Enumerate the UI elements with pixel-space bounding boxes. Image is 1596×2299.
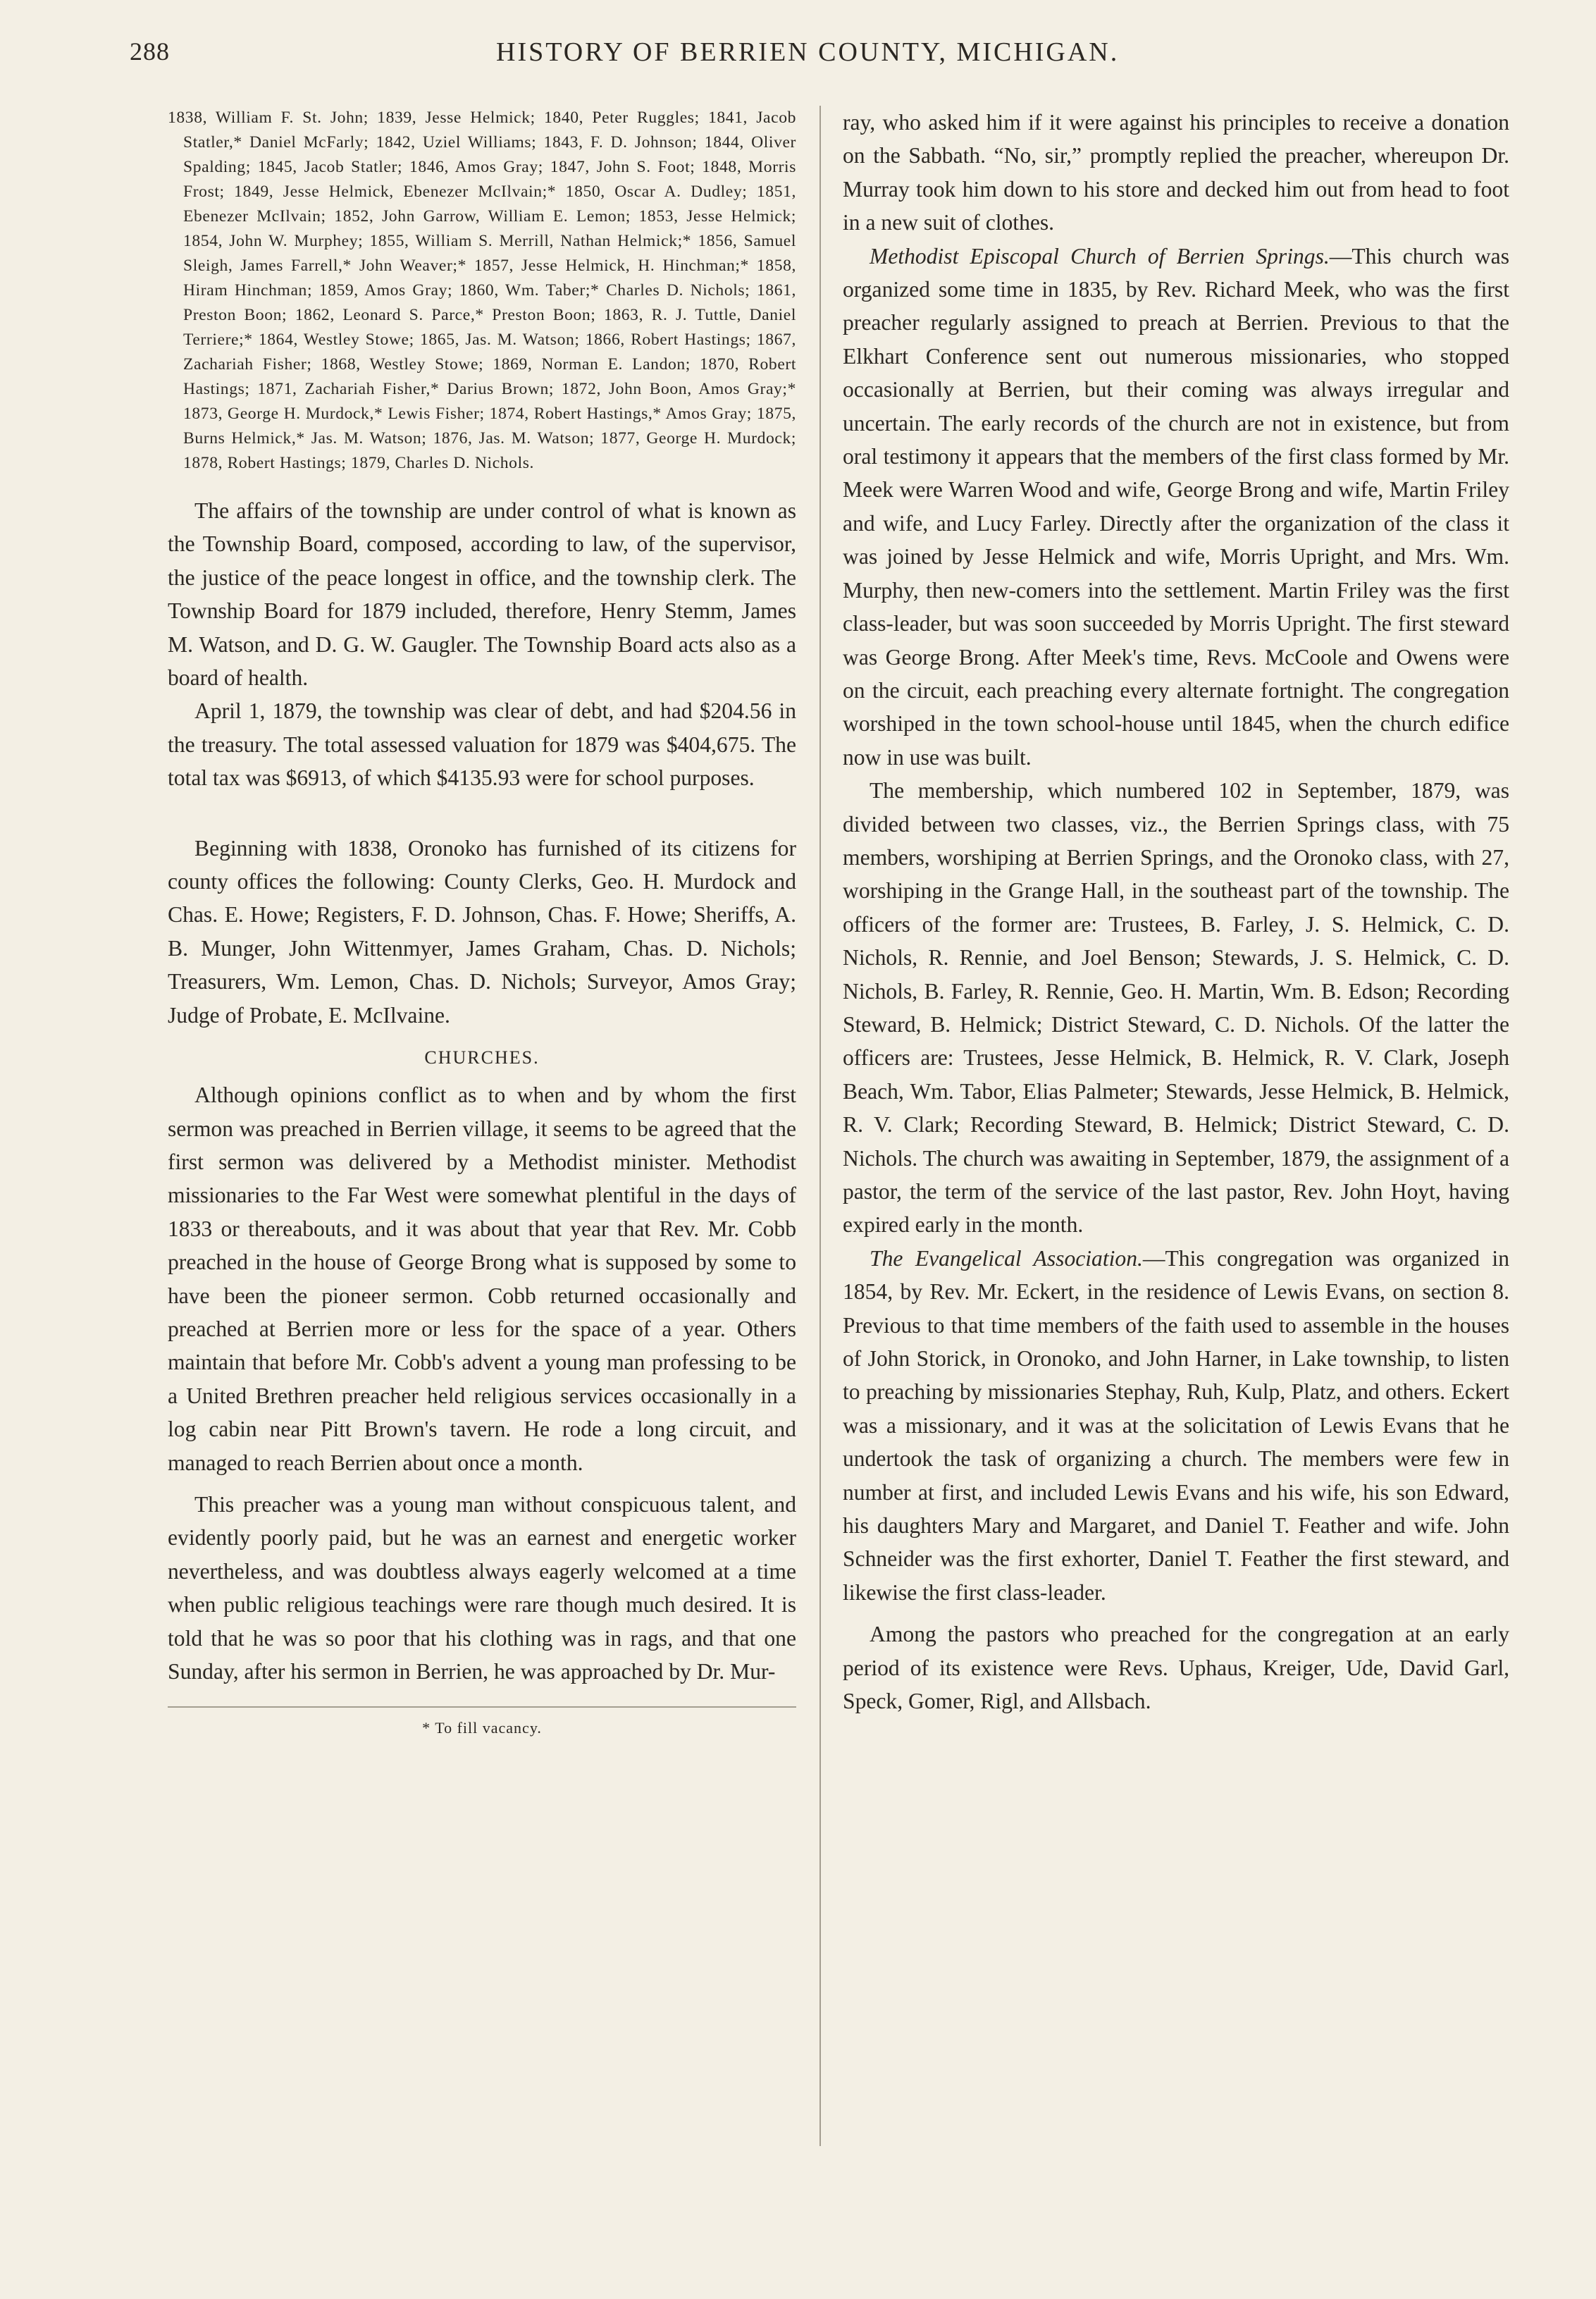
methodist-church-title: Methodist Episcopal Church of Berrien Springs. bbox=[870, 243, 1330, 269]
county-offices-paragraph: Beginning with 1838, Oronoko has furnished of its citizens for county offices the following: County Clerks, Geo. H. Murdock and Chas. E. Howe; Registers, F. D. Johnson, Chas. F. Howe; Sheriffs, A. B. Munger, John Wittenmyer, James Graham, Chas. D. Nichols; Treasurers, Wm. Lemon, Chas. D. Nichols; Surveyor, Amos Gray; Judge of Probate, E. McIlvaine. bbox=[168, 835, 796, 1028]
section-heading-churches: CHURCHES. bbox=[424, 1047, 540, 1068]
evangelical-association-title: The Evangelical Association. bbox=[870, 1245, 1143, 1271]
column-divider bbox=[819, 106, 821, 2146]
page-header bbox=[130, 37, 1426, 79]
township-officers-list: 1838, William F. St. John; 1839, Jesse Helmick; 1840, Peter Ruggles; 1841, Jacob Statler,* Daniel McFarly; 1842, Uziel Williams; 1843, F. D. Johnson; 1844, Oliver Spalding; 1845, Jacob Statler; 1846, Amos Gray; 1847, John S. Foot; 1848, Morris Frost; 1849, Jesse Helmick, Ebenezer McIlvain;* 1850, Oscar A. Dudley; 1851, Ebenezer McIlvain; 1852, John Garrow, William E. Lemon; 1853, Jesse Helmick; 1854, John W. Murphey; 1855, William S. Merrill, Nathan Helmick;* 1856, Samuel Sleigh, James Farrell,* John Weaver;* 1857, Jesse Helmick, H. Hinchman;* 1858, Hiram Hinchman; 1859, Amos Gray; 1860, Wm. Taber;* Charles D. Nichols; 1861, Preston Boon; 1862, Leonard S. Parce,* Preston Boon; 1863, R. J. Tuttle, Daniel Terriere;* 1864, Westley Stowe; 1865, Jas. M. Watson; 1866, Robert Hastings; 1867, Zachariah Fisher; 1868, Westley Stowe; 1869, Norman E. Landon; 1870, Robert Hastings; 1871, Zachariah Fisher,* Darius Brown; 1872, John Boon, Amos Gray;* 1873, George H. Murdock,* Lewis Fisher; 1874, Robert Hastings,* Amos Gray; 1875, Burns Helmick,* Jas. M. Watson; 1876, Jas. M. Watson; 1877, George H. Murdock; 1878, Robert Hastings; 1879, Charles D. Nichols. bbox=[168, 109, 796, 472]
evangelical-paragraph-1-text: —This congregation was organized in 1854, by Rev. Mr. Eckert, in the residence of Lewis Evans, on section 8. Previous to that time members of the faith used to assemble in the houses of John Storick, in Oronoko, and John Harner, in Lake township, to listen to preaching by missionaries Stephay, Ruh, Kulp, Platz, and others. Eckert was a missionary, and it was at the solicitation of Lewis Evans that he undertook the task of organizing a church. The members were few in number at first, and included Lewis Evans and his wife, his son Edward, his daughters Mary and Margaret, and Daniel T. Feather and wife. John Schneider was the first exhorter, Daniel T. Feather the first steward, and likewise the first class-leader. bbox=[843, 1245, 1509, 1605]
methodist-paragraph-1 bbox=[843, 240, 1509, 775]
footnote-divider bbox=[168, 1706, 796, 1708]
methodist-paragraph-2: The membership, which numbered 102 in September, 1879, was divided between two classes, viz., the Berrien Springs class, with 75 members, worshiping at Berrien Springs, and the Oronoko class, with 27, worshiping in the Grange Hall, in the southeast part of the township. The officers of the former are: Trustees, B. Farley, J. S. Helmick, C. D. Nichols, R. Rennie, and Joel Benson; Stewards, J. S. Helmick, C. D. Nichols, B. Farley, R. Rennie, Geo. H. Martin, Wm. B. Edson; Recording Steward, B. Helmick; District Steward, C. D. Nichols. Of the latter the officers are: Trustees, Jesse Helmick, B. Helmick, R. V. Clark, Joseph Beach, Wm. Tabor, Elias Palmeter; Stewards, Jesse Helmick, B. Helmick, R. V. Clark; Recording Steward, B. Helmick; District Steward, C. D. Nichols. The church was awaiting in September, 1879, the assignment of a pastor, the term of the service of the last pastor, Rev. John Hoyt, having expired early in the month. bbox=[843, 778, 1509, 1238]
evangelical-paragraph-1 bbox=[843, 1242, 1509, 1609]
footnote: * To fill vacancy. bbox=[422, 1719, 542, 1737]
right-column bbox=[843, 106, 1509, 2257]
township-board-paragraph: The affairs of the township are under control of what is known as the Township Board, composed, according to law, of the supervisor, the justice of the peace longest in office, and the township clerk. The Township Board for 1879 included, therefore, Henry Stemm, James M. Watson, and D. G. W. Gaugler. The Township Board acts also as a board of health. bbox=[168, 498, 796, 691]
finances-paragraph: April 1, 1879, the township was clear of debt, and had $204.56 in the treasury. The total assessed valuation for 1879 was $404,675. The total tax was $6913, of which $4135.93 were for school purposes. bbox=[168, 698, 796, 791]
churches-paragraph-1: Although opinions conflict as to when and by whom the first sermon was preached in Berrien village, it seems to be agreed that the first sermon was delivered by a Methodist minister. Methodist missionaries to the Far West were somewhat plentiful in the days of 1833 or thereabouts, and it was about that year that Rev. Mr. Cobb preached in the house of George Brong what is supposed by some to have been the pioneer sermon. Cobb returned occasionally and preached at Berrien more or less for the space of a year. Others maintain that before Mr. Cobb's advent a young man professing to be a United Brethren preacher held religious services occasionally in a log cabin near Pitt Brown's tavern. He rode a long circuit, and managed to reach Berrien about once a month. bbox=[168, 1083, 796, 1475]
left-column bbox=[168, 106, 796, 2257]
churches-paragraph-2: This preacher was a young man without conspicuous talent, and evidently poorly paid, but he was an earnest and energetic worker nevertheless, and was doubtless always eagerly welcomed at a time when public religious teachings were rare though much desired. It is told that he was so poor that his clothing was in rags, and that one Sunday, after his sermon in Berrien, he was approached by Dr. Mur- bbox=[168, 1491, 796, 1684]
continuation-paragraph: ray, who asked him if it were against his principles to receive a donation on the Sabbath. “No, sir,” promptly replied the preacher, whereupon Dr. Murray took him down to his store and decked him out from head to foot in a new suit of clothes. bbox=[843, 110, 1509, 235]
methodist-paragraph-1-text: —This church was organized some time in 1835, by Rev. Richard Meek, who was the first preacher regularly assigned to preach at Berrien. Previous to that the Elkhart Conference sent out numerous missionaries, who stopped occasionally at Berrien, but their coming was always irregular and uncertain. The early records of the church are not in existence, but from oral testimony it appears that the members of the first class formed by Mr. Meek were Warren Wood and wife, George Brong and wife, Martin Friley and wife, and Lucy Farley. Directly after the organization of the class it was joined by Jesse Helmick and wife, Morris Upright, and Mrs. Wm. Murphy, then new-comers into the settlement. Martin Friley was the first class-leader, but was soon succeeded by Morris Upright. The first steward was George Brong. After Meek's time, Revs. McCoole and Owens were on the circuit, each preaching every alternate fortnight. The congregation worshiped in the town school-house until 1845, when the church edifice now in use was built. bbox=[843, 243, 1509, 770]
page-number: 288 bbox=[130, 37, 170, 66]
evangelical-paragraph-2: Among the pastors who preached for the congregation at an early period of its existence were Revs. Uphaus, Kreiger, Ude, David Garl, Speck, Gomer, Rigl, and Allsbach. bbox=[843, 1622, 1509, 1714]
running-title: HISTORY OF BERRIEN COUNTY, MICHIGAN. bbox=[496, 37, 1120, 67]
